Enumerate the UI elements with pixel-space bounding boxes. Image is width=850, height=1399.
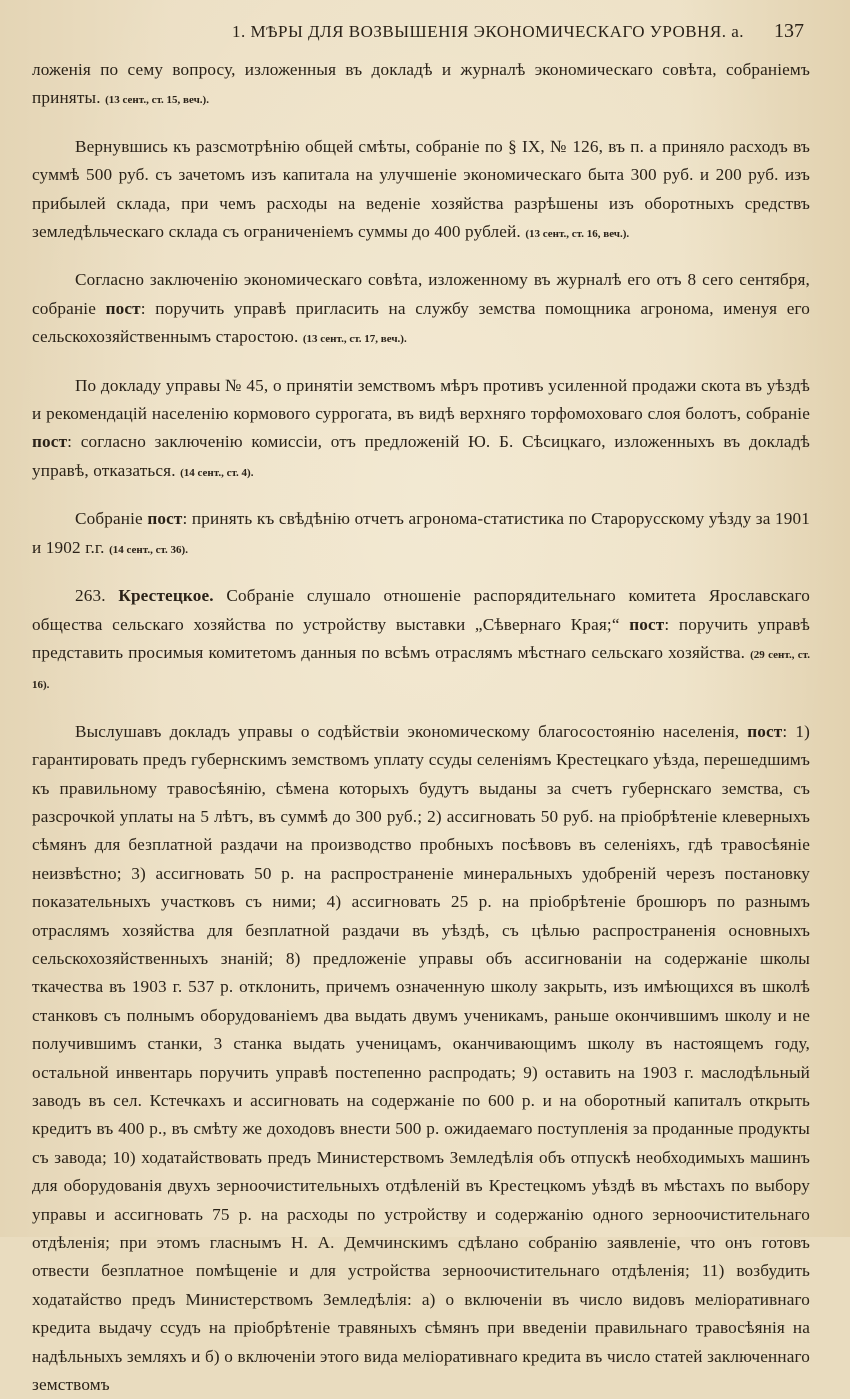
paragraph-text: : поручить управѣ представить просимыя комитетомъ данныя по всѣмъ отраслямъ мѣстнаго сельскаго хозяйства. [32,614,810,662]
resolution-keyword: пост [147,509,183,529]
paragraph-text: Собраніе слушало отношеніе распорядительнаго комитета Ярославскаго общества сельскаго хозяйства по устройству выставки „Сѣвернаго Края;“ [32,586,811,634]
paragraph-text: По докладу управы № 45, о принятіи земствомъ мѣръ противъ усиленной продажи скота въ уѣздѣ и рекомендацій населенію кормового суррогата, въ видѣ верхняго торфомоховаго слоя болотъ, собраніе [32,375,810,424]
session-reference: (13 сент., ст. 15, веч.). [105,94,209,107]
resolution-keyword: пост [629,614,665,634]
paragraph-5 [32,505,810,564]
session-reference: (14 сент., ст. 36). [109,543,188,556]
page-body [32,56,810,1399]
page-number: 137 [774,20,804,42]
session-reference: (13 сент., ст. 16, веч.). [525,228,630,241]
paragraph-text: Собраніе [75,509,143,529]
paragraph-2 [32,133,810,249]
paragraph-text: Согласно заключенію экономическаго совѣта, изложенному въ журналѣ его отъ 8 сего сентября, собраніе [32,270,810,318]
paragraph-7 [32,718,810,1399]
resolution-keyword: пост [32,432,68,452]
paragraph-3 [32,266,810,353]
paragraph-text: : поручить управѣ пригласить на службу земства помощника агронома, именуя его сельскохозяйственнымъ старостою. [32,298,811,347]
paragraph-text: : согласно заключенію комиссіи, отъ предложеній Ю. Б. Сѣсицкаго, изложенныхъ въ докладѣ управѣ, отказаться. [32,432,810,480]
paragraph-text: : принять къ свѣдѣнію отчетъ агронома-статистика по Старорусскому уѣзду за 1901 и 1902 г.г. [32,509,810,557]
paragraph-text: Вернувшись къ разсмотрѣнію общей смѣты, собраніе по § IX, № 126, въ п. а приняло расходъ въ суммѣ 500 руб. съ зачетомъ изъ капитала на улучшеніе экономическаго быта 300 руб. и 200 руб. изъ прибылей склада, при чемъ расходы на веденіе хозяйства разрѣшены изъ оборотныхъ средствъ земледѣльческаго склада съ ограниченіемъ суммы до 400 рублей. [32,136,810,242]
session-reference: (14 сент., ст. 4). [180,466,254,479]
resolution-keyword: пост [747,721,783,741]
paragraph-6 [32,582,810,700]
district-name: Крестецкое. [118,586,214,606]
paragraph-text: ложенія по сему вопросу, изложенныя въ докладѣ и журналѣ экономическаго совѣта, собраніемъ приняты. [32,60,810,108]
paragraph-text: : 1) гарантировать предъ губернскимъ земствомъ уплату ссуды селеніямъ Крестецкаго уѣзда, перешедшимъ къ правильному травосѣянію, сѣмена которыхъ будутъ выданы за счетъ губернскаго земства, съ разсрочкой уплаты на 5 лѣтъ, въ суммѣ до 300 руб.; 2) ассигновать 50 руб. на пріобрѣтеніе клеверныхъ сѣмянъ для безплатной раздачи на производство пробныхъ посѣвовъ въ селеніяхъ, гдѣ травосѣяніе неизвѣстно; 3) ассигновать 50 р. на распространеніе минеральныхъ удобреній черезъ постановку показательныхъ участковъ съ ними; 4) ассигновать 25 р. на пріобрѣтеніе брошюръ по разнымъ отраслямъ хозяйства для безплатной раздачи въ уѣздѣ, съ цѣлью распространенія основныхъ сельскохозяйственныхъ знаній; 8) предложеніе управы объ ассигнованіи на содержаніе школы ткачества въ 1903 г. 537 р. отклонить, причемъ означенную школу закрыть, изъ имѣющихся въ школѣ станковъ съ полнымъ оборудованіемъ два выдать двумъ ученикамъ, раньше окончившимъ школу и не получившимъ станки, 3 станка выдать ученицамъ, оканчивающимъ школу въ настоящемъ году, остальной инвентарь поручить управѣ постепенно распродать; 9) оставить на 1903 г. маслодѣльный заводъ въ сел. Кстечкахъ и ассигновать на содержаніе по 600 р. и на оборотный капиталъ открыть кредитъ въ 400 р., въ смѣту же доходовъ внести 500 р. ожидаемаго поступленія за проданные продукты съ завода; 10) ходатайствовать предъ Министерствомъ Земледѣлія объ отпускѣ необходимыхъ машинъ для оборудованія двухъ зерноочистительныхъ отдѣленій въ Крестецкомъ уѣздѣ въ мѣстахъ по выбору управы и ассигновать 75 р. на расходы по устройству и содержанію одного зерноочистительнаго отдѣленія; при этомъ гласнымъ Н. А. Демчинскимъ сдѣлано собранію заявленіе, что онъ готовъ отвести безплатное помѣщеніе и для устройства зерноочистительнаго отдѣленія; 11) возбудить ходатайство предъ Министерствомъ Земледѣлія: а) о включеніи въ число видовъ меліоративнаго кредита выдачу ссудъ на пріобрѣтеніе травяныхъ сѣмянъ при введеніи правильнаго травосѣянія на надѣльныхъ земляхъ и б) о включеніи этого вида меліоративнаго кредита въ число статей заключеннаго земствомъ [32,721,810,1395]
session-reference: (13 сент., ст. 17, веч.). [302,333,407,346]
page-header [32,22,810,56]
paragraph-4 [32,372,810,488]
session-reference: (29 сент., ст. 16). [32,648,811,692]
resolution-keyword: пост [105,298,141,318]
paragraph-text: Выслушавъ докладъ управы о содѣйствіи экономическому благосостоянію населенія, [75,721,740,741]
section-number: 263. [75,586,106,606]
running-head: 1. МѢРЫ ДЛЯ ВОЗВЫШЕНІЯ ЭКОНОМИЧЕСКАГО УРОВНЯ. а. [232,22,745,41]
paragraph-1 [32,56,810,115]
